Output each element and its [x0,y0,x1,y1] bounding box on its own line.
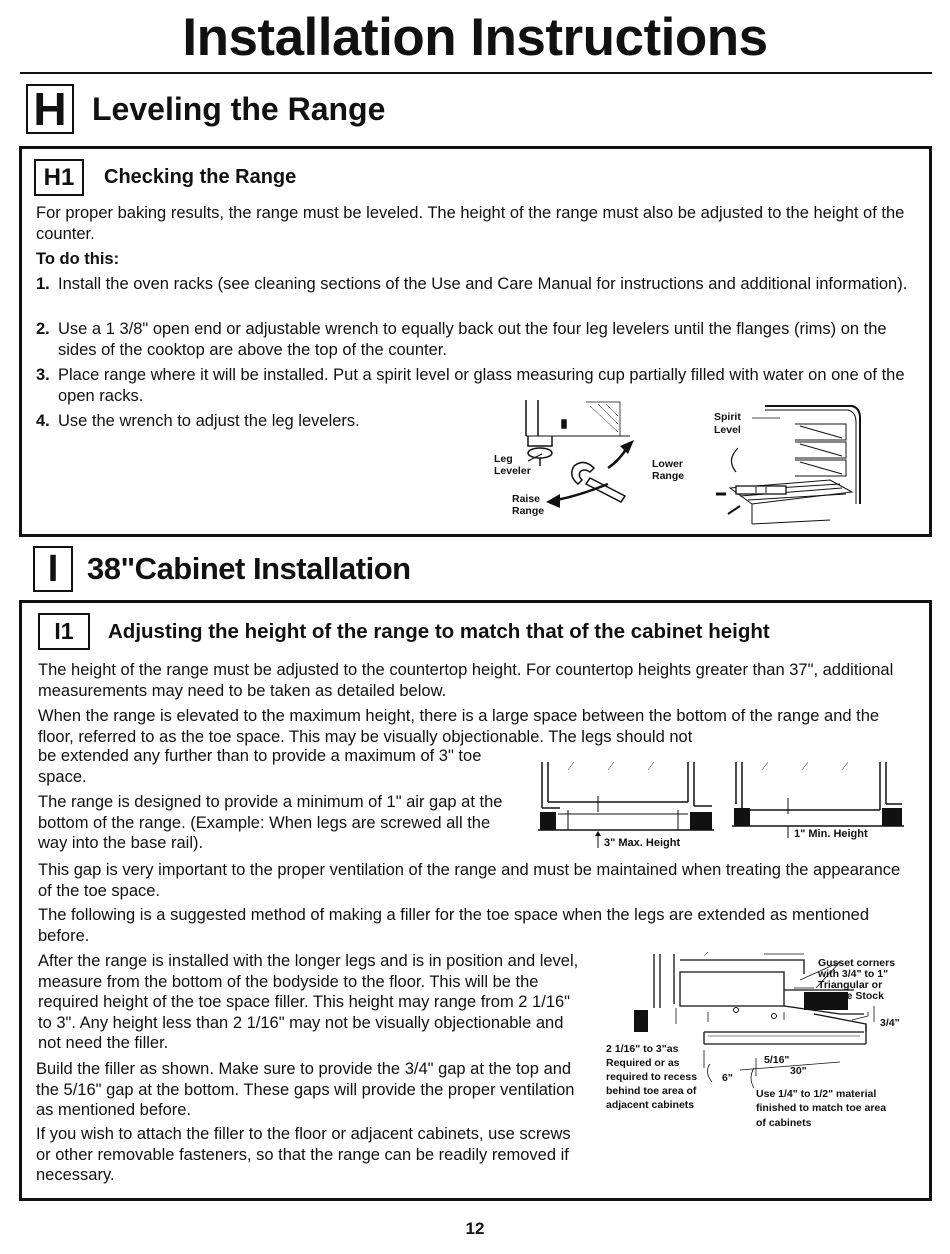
i1-paragraph-2a: When the range is elevated to the maximum height, there is a large space between the bottom of the range and the floor, referred to as the toe space. This may be visually objectionable. The legs should not [38,707,880,746]
label-thirty-inch: 30" [790,1065,807,1077]
label-required-2: Required or as [606,1057,680,1069]
page-title: Installation Instructions [182,8,768,67]
section-h-title: Leveling the Range [92,90,386,127]
toe-space-max-figure [538,758,714,850]
i1-paragraph-8: If you wish to attach the filler to the floor or adjacent cabinets, use screws or other removable fasteners, so that the range can be readily removed if necessary. [36,1125,571,1184]
title-divider [20,72,932,74]
arrow-lower-icon [608,440,634,468]
label-leg: Leg [494,453,513,465]
label-raise-range: Range [512,505,545,517]
label-required-4: behind toe area of [606,1085,697,1097]
label-gap-top: 3/4" [880,1017,900,1029]
label-level: Level [714,424,741,436]
i1-paragraph-1: The height of the range must be adjusted to the countertop height. For countertop heights greater than 37", additional measurements may need to be taken as detailed below. [38,661,894,700]
h1-intro: For proper baking results, the range must be leveled. The height of the range must also be adjusted to the height of the counter. [36,204,905,243]
arrow-raise-icon [546,484,608,508]
section-h-header [26,84,385,134]
range-leg-illustration [526,400,630,466]
label-required-1: 2 1/16" to 3"as [606,1043,679,1055]
label-gusset-4: square Stock [818,990,884,1002]
step-text: Use the wrench to adjust the leg levelers. [58,412,360,430]
subsection-h1-code: H1 [34,159,84,196]
step-number: 4. [36,412,50,430]
i1-paragraph-3: The range is designed to provide a minimum of 1" air gap at the bottom of the range. (Example: When legs are screwed all the way into the base rail). [38,793,503,852]
leveling-figure [490,396,870,530]
label-gusset-1: Gusset corners [818,957,896,969]
subsection-h1-title: Checking the Range [104,166,297,188]
step-text: Place range where it will be installed. Put a spirit level or glass measuring cup partially filled with water on one of the open racks. [58,366,905,405]
label-gusset-3: Triangular or [818,979,883,991]
label-lower-range: Range [652,470,685,482]
i1-paragraph-6: After the range is installed with the longer legs and is in position and level, measure from the bottom of the bodyside to the floor. This will be the required height of the toe space filler. This height may range from 2 1/16" to 3". Any height less than 2 1/16" may not be visually objectionable and not need the filler. [38,952,579,1052]
step-number: 1. [36,275,50,293]
step-text: Install the oven racks (see cleaning sections of the Use and Care Manual for instructions and additional information). [58,275,908,293]
subsection-i1-code: I1 [38,613,90,650]
section-i-header [33,546,411,592]
toe-filler-figure [604,950,922,1132]
label-five-sixteenths: 5/16" [764,1054,790,1066]
label-six-inch: 6" [722,1072,733,1084]
label-lower: Lower [652,458,683,470]
label-leveler: Leveler [494,465,531,477]
label-use-material-2: finished to match toe area [756,1102,887,1114]
label-spirit: Spirit [714,411,741,423]
section-i-title: 38"Cabinet Installation [87,551,411,586]
label-required-3: required to recess [606,1071,698,1083]
page-number: 12 [465,1219,485,1238]
h1-todo: To do this: [36,250,120,268]
i1-paragraph-4: This gap is very important to the proper ventilation of the range and must be maintained when treating the appearance of the toe space. [38,861,901,900]
label-min-height: 1" Min. Height [794,828,868,840]
label-required-5: adjacent cabinets [606,1099,695,1111]
label-raise: Raise [512,493,541,505]
step-number: 2. [36,320,50,338]
step-text: Use a 1 3/8" open end or adjustable wrench to equally back out the four leg levelers until the flanges (rims) on the sides of the cooktop are above the top of the counter. [58,320,887,359]
subsection-h1-header [34,159,296,196]
label-use-material-3: of cabinets [756,1117,812,1129]
section-i-letter: I [33,546,73,592]
toe-space-min-figure [732,758,904,842]
section-h-letter: H [26,84,74,134]
i1-paragraph-2b: be extended any further than to provide a maximum of 3" toe space. [38,747,482,786]
i1-paragraph-5: The following is a suggested method of making a filler for the toe space when the legs are extended as mentioned before. [38,906,870,945]
i1-paragraph-7: Build the filler as shown. Make sure to provide the 3/4" gap at the top and the 5/16" gap at the bottom. These gaps will provide the proper ventilation as mentioned before. [36,1060,575,1119]
subsection-i1-header [38,613,770,650]
subsection-i1-title: Adjusting the height of the range to match that of the cabinet height [108,619,770,643]
label-use-material-1: Use 1/4" to 1/2" material [756,1088,877,1100]
label-gusset-2: with 3/4" to 1" [818,968,889,980]
label-max-height: 3" Max. Height [604,837,681,849]
step-number: 3. [36,366,50,384]
wrench-illustration [572,462,625,502]
